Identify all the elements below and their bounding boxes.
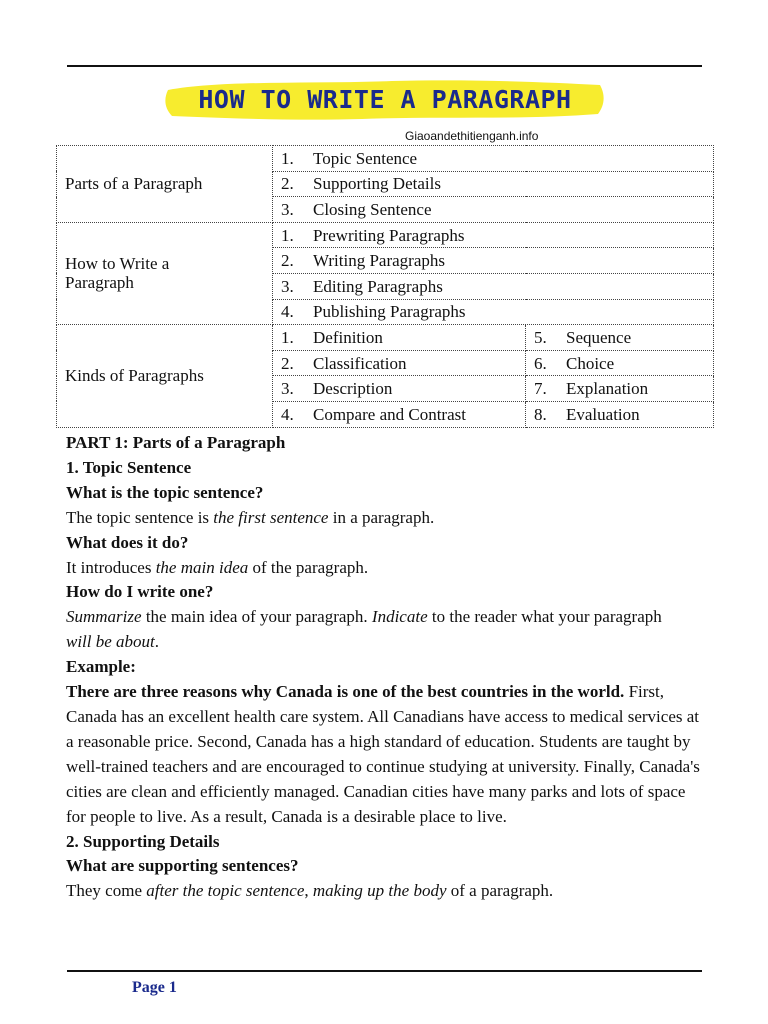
answer: Summarize the main idea of your paragraph. Indicate to the reader what your paragraph will be about. bbox=[66, 607, 662, 652]
toc-row bbox=[57, 146, 714, 172]
section-heading: 2. Supporting Details bbox=[66, 831, 220, 851]
toc-item: 2. Classification bbox=[273, 350, 526, 376]
toc-item: 4. Publishing Paragraphs bbox=[273, 299, 714, 325]
section-heading: 1. Topic Sentence bbox=[66, 457, 192, 477]
answer: They come after the topic sentence, making up the body of a paragraph. bbox=[66, 881, 554, 901]
toc-row bbox=[57, 222, 714, 248]
example-supporting-text: First, Canada has an excellent health care system. All Canadians have access to medical services at a reasonable price. Second, Canada has a high standard of education. Students are taught by well-trained teachers and are encouraged to continue studying at university. Finally, Canada's cities are clean and efficiently managed. Canadian cities have many parks and lots of space for people to live. As a result, Canada is a desirable place to live. bbox=[66, 682, 700, 826]
question: What are supporting sentences? bbox=[66, 856, 299, 876]
toc-item: 6. Choice bbox=[526, 350, 714, 376]
toc-item: 3. Closing Sentence bbox=[273, 197, 714, 223]
question: What does it do? bbox=[66, 532, 189, 552]
part-heading: PART 1: Parts of a Paragraph bbox=[66, 433, 286, 452]
toc-item: 8. Evaluation bbox=[526, 401, 714, 427]
source-site: Giaoandethitienganh.info bbox=[405, 129, 539, 143]
question: What is the topic sentence? bbox=[66, 482, 264, 502]
toc-item: 1. Topic Sentence bbox=[273, 146, 714, 172]
top-rule bbox=[67, 65, 702, 67]
toc-item: 1. Prewriting Paragraphs bbox=[273, 222, 714, 248]
answer: It introduces the main idea of the paragraph. bbox=[66, 557, 369, 577]
bottom-rule bbox=[67, 970, 702, 972]
page-title: HOW TO WRITE A PARAGRAPH bbox=[198, 84, 572, 114]
toc-table bbox=[56, 145, 714, 428]
page-number: Page 1 bbox=[132, 979, 177, 996]
toc-category: How to Write a Paragraph bbox=[57, 222, 273, 324]
toc-item: 7. Explanation bbox=[526, 376, 714, 402]
toc-row bbox=[57, 325, 714, 351]
toc-category: Kinds of Paragraphs bbox=[57, 325, 273, 427]
document-body bbox=[66, 431, 706, 904]
toc-item: 1. Definition bbox=[273, 325, 526, 351]
toc-item: 5. Sequence bbox=[526, 325, 714, 351]
toc-item: 4. Compare and Contrast bbox=[273, 401, 526, 427]
question: How do I write one? bbox=[66, 582, 214, 602]
toc-item: 2. Writing Paragraphs bbox=[273, 248, 714, 274]
example-paragraph bbox=[66, 680, 706, 829]
answer: The topic sentence is the first sentence in a paragraph. bbox=[66, 507, 435, 527]
example-label: Example: bbox=[66, 657, 136, 677]
toc-item: 2. Supporting Details bbox=[273, 171, 714, 197]
example-topic-sentence: There are three reasons why Canada is one of the best countries in the world. bbox=[66, 682, 625, 702]
toc-item: 3. Description bbox=[273, 376, 526, 402]
toc-item: 3. Editing Paragraphs bbox=[273, 273, 714, 299]
title-banner bbox=[162, 76, 608, 122]
toc-category: Parts of a Paragraph bbox=[57, 146, 273, 223]
